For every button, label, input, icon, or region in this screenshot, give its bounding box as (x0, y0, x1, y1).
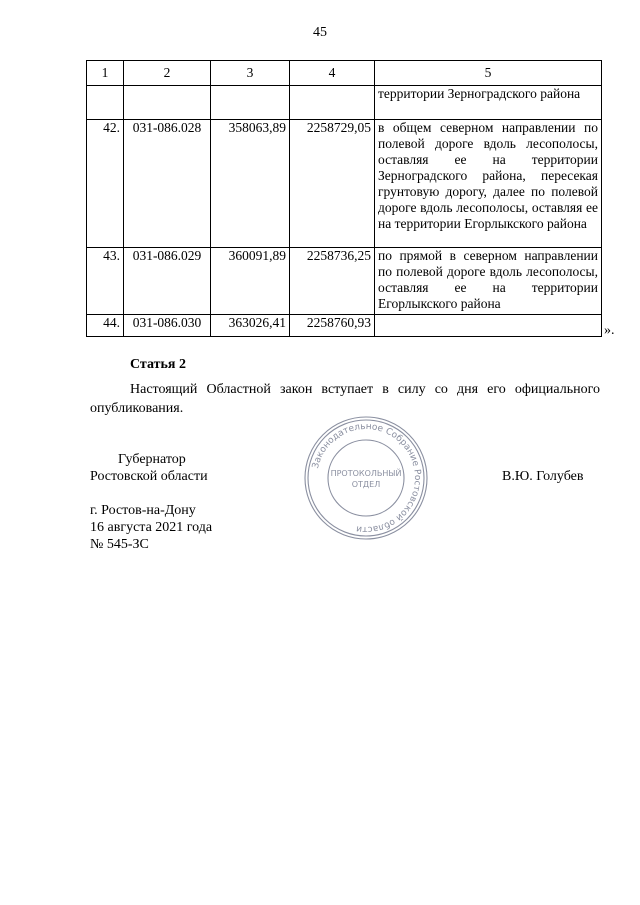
point-code-cell: 031-086.030 (124, 315, 211, 337)
stamp-ring (308, 420, 424, 536)
article-text: Настоящий Областной закон вступает в силу со дня его официального опубликования. (90, 382, 600, 416)
point-code-cell: 031-086.029 (124, 248, 211, 315)
table-row (87, 86, 602, 120)
header-cell: 1 (87, 61, 124, 86)
table-cell (290, 86, 375, 120)
stamp-inner-text-line2: ОТДЕЛ (351, 480, 381, 489)
table-header-row (87, 61, 602, 86)
y-coordinate-cell: 2258736,25 (290, 248, 375, 315)
city-line: г. Ростов-на-Дону (90, 503, 196, 518)
description-cell: по прямой в северном направлении по полевой дороге вдоль лесополосы, оставляя ее на территории Егорлыкского района (375, 248, 602, 315)
point-code-cell: 031-086.028 (124, 120, 211, 248)
x-coordinate-cell: 358063,89 (211, 120, 290, 248)
table-row (87, 120, 602, 248)
table-cell (87, 86, 124, 120)
date-line: 16 августа 2021 года (90, 520, 213, 535)
closing-quote-mark: ». (604, 323, 615, 338)
article-title: Статья 2 (130, 357, 186, 372)
y-coordinate-cell: 2258729,05 (290, 120, 375, 248)
official-seal-stamp (302, 414, 430, 542)
page-number: 45 (313, 25, 327, 40)
signatory-title-line2: Ростовской области (90, 469, 208, 484)
signatory-name: В.Ю. Голубев (502, 469, 584, 484)
y-coordinate-cell: 2258760,93 (290, 315, 375, 337)
stamp-outer-ring (305, 417, 427, 539)
description-cell: в общем северном направлении по полевой дороге вдоль лесополосы, оставляя ее на территории Зерноградского района, пересекая грунтовую дорогу, далее по полевой дороге вдоль лесополосы, оставляя ее на территории Егорлыкского района (375, 120, 602, 248)
x-coordinate-cell: 363026,41 (211, 315, 290, 337)
table-cell (211, 86, 290, 120)
stamp-inner-ring (328, 440, 404, 516)
signatory-title-line1: Губернатор (118, 452, 186, 467)
description-cell: территории Зерноградского района (375, 86, 602, 120)
header-cell: 5 (375, 61, 602, 86)
table-row (87, 248, 602, 315)
row-number-cell: 42. (87, 120, 124, 248)
stamp-outer-text: Законодательное Собрание Ростовской области (310, 421, 423, 535)
description-cell (375, 315, 602, 337)
header-cell: 2 (124, 61, 211, 86)
header-cell: 3 (211, 61, 290, 86)
stamp-inner-text-line1: ПРОТОКОЛЬНЫЙ (330, 469, 402, 478)
row-number-cell: 43. (87, 248, 124, 315)
place-date-block (90, 502, 212, 553)
x-coordinate-cell: 360091,89 (211, 248, 290, 315)
table-row (87, 315, 602, 337)
header-cell: 4 (290, 61, 375, 86)
law-number-line: № 545-ЗС (90, 537, 149, 552)
row-number-cell: 44. (87, 315, 124, 337)
table-cell (124, 86, 211, 120)
boundary-points-table (86, 60, 602, 337)
